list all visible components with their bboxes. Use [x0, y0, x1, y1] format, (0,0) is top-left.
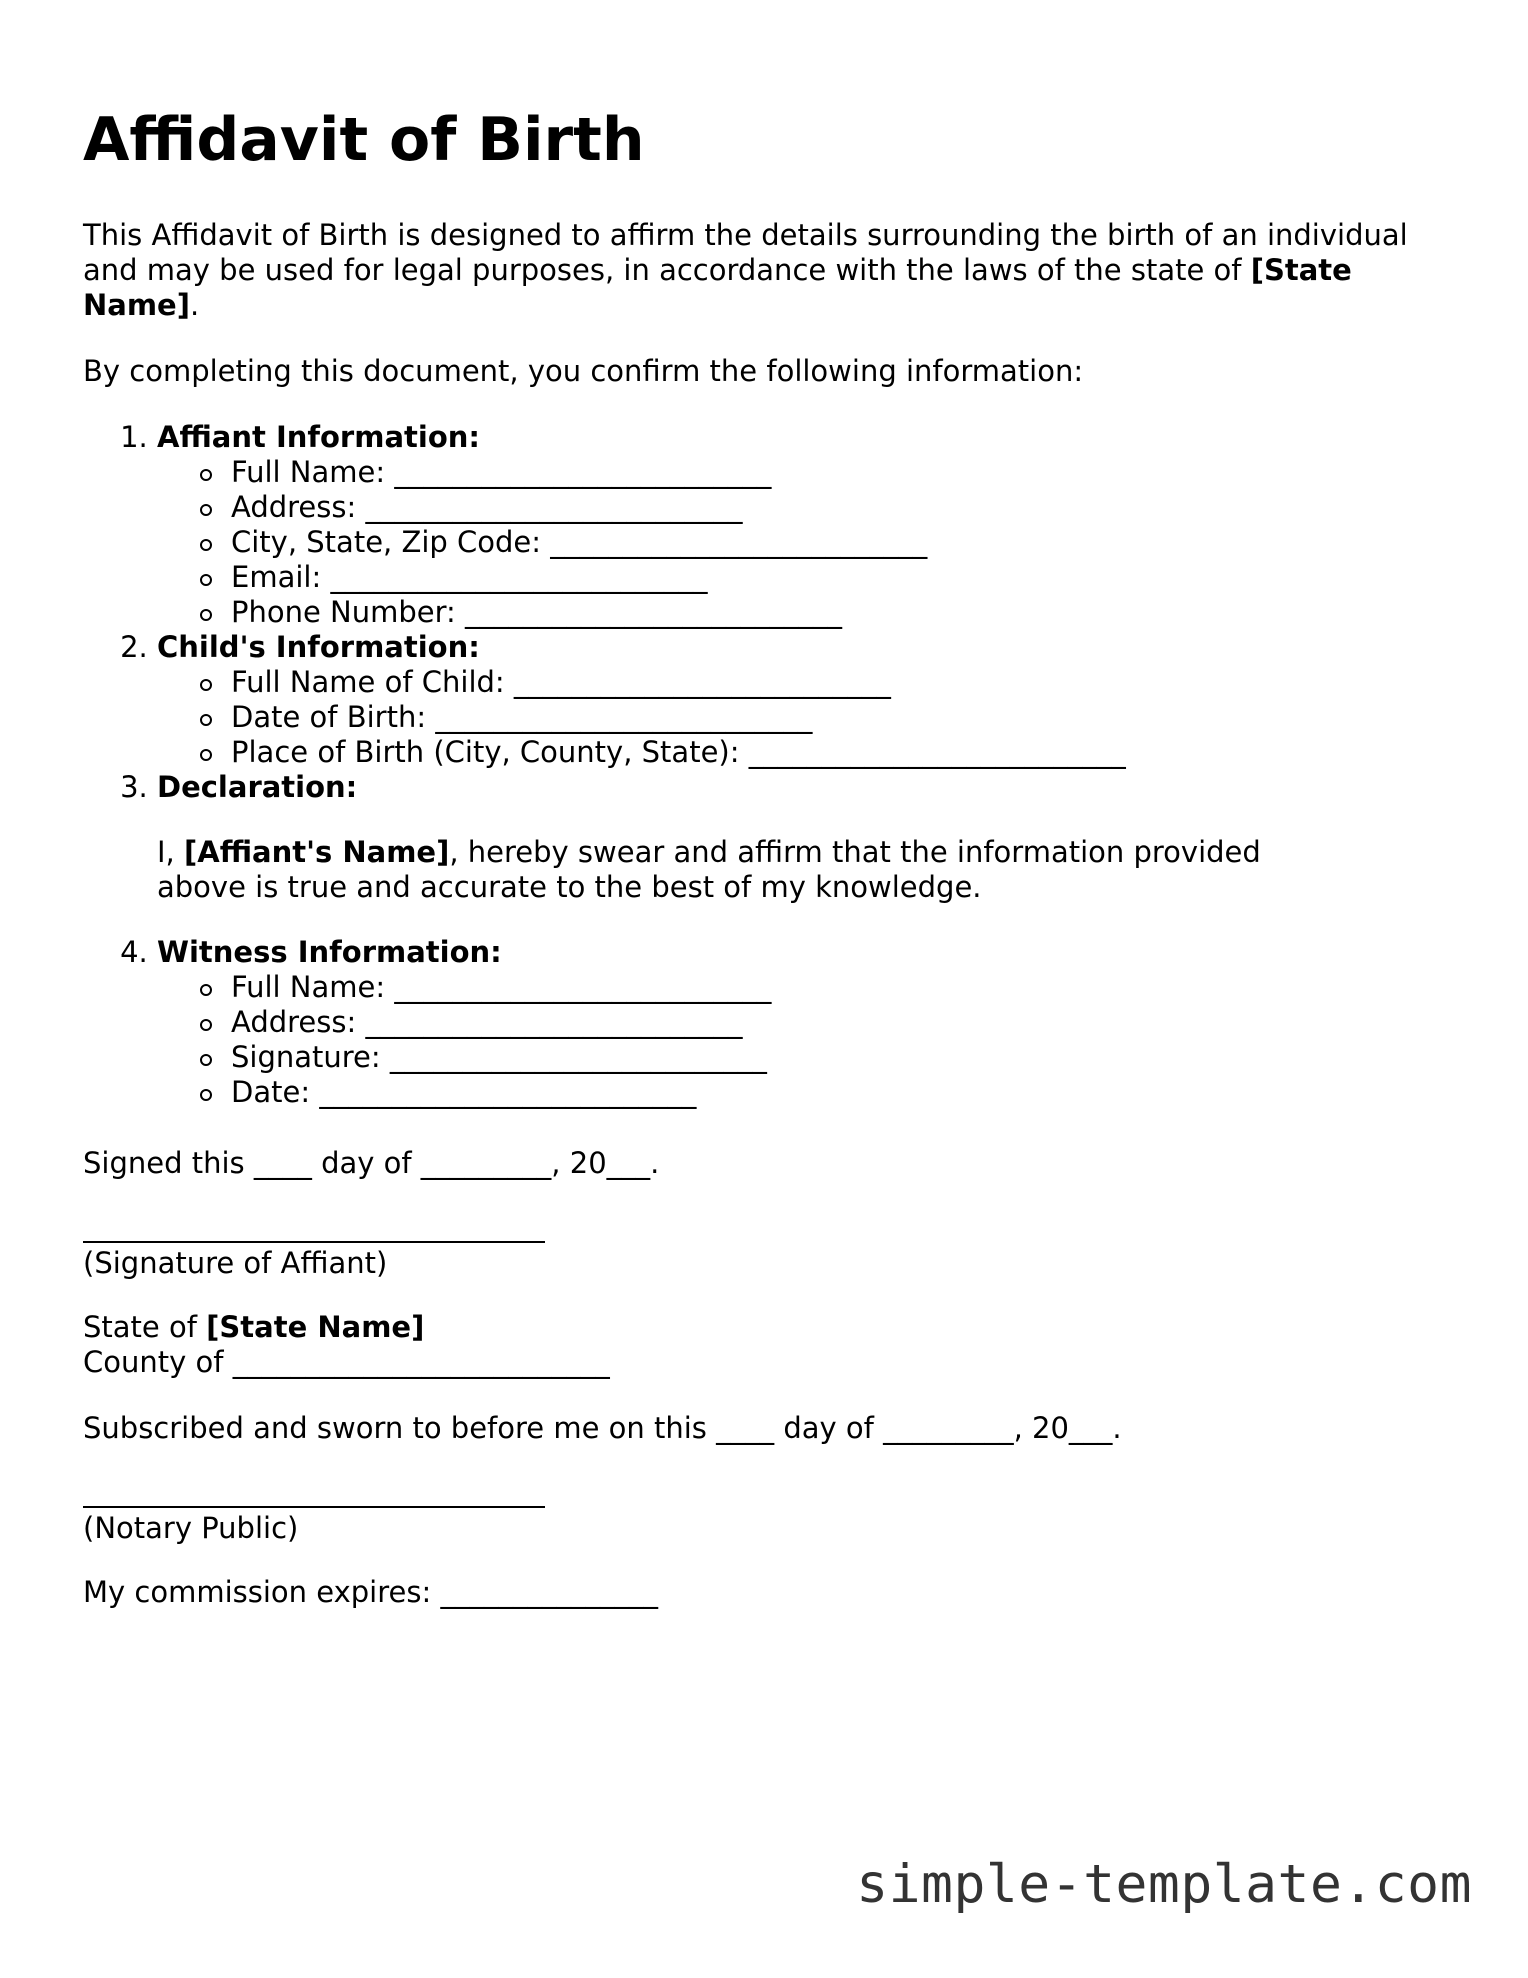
child-full-name-field[interactable]: Full Name of Child: __________________________ — [231, 665, 1443, 700]
state-line: State of [State Name] — [83, 1310, 425, 1344]
witness-full-name-field[interactable]: Full Name: __________________________ — [231, 970, 1443, 1005]
declaration-text: I, [Affiant's Name], hereby swear and affirm that the information provided above is true and accurate to the best of my knowledge. — [157, 835, 1261, 904]
affiant-signature-caption: (Signature of Affiant) — [83, 1246, 388, 1280]
section-title: Witness Information: — [157, 935, 502, 969]
affiant-address-field[interactable]: Address: __________________________ — [231, 490, 1443, 525]
intro-text: This Affidavit of Birth is designed to affirm the details surrounding the birth of an individual and may be used for legal purposes, in accordance with the laws of the state of — [83, 218, 1408, 287]
child-fields — [157, 665, 1443, 770]
blank-line: __________________________ — [513, 665, 891, 699]
section-witness-information — [157, 935, 1443, 1110]
affiant-signature-line[interactable] — [83, 1241, 545, 1243]
blank-line: __________________________ — [394, 455, 772, 489]
child-place-of-birth-field[interactable]: Place of Birth (City, County, State): __________________________ — [231, 735, 1443, 770]
site-watermark: simple-template.com — [856, 1854, 1472, 1915]
affiant-full-name-field[interactable]: Full Name: __________________________ — [231, 455, 1443, 490]
blank-line: __________________________ — [330, 560, 708, 594]
section-title: Child's Information: — [157, 630, 480, 664]
section-title: Declaration: — [157, 770, 358, 804]
section-declaration — [157, 770, 1443, 905]
blank-line: __________________________ — [365, 1005, 743, 1039]
commission-expiry-line[interactable]: My commission expires: _______________ — [83, 1575, 658, 1609]
affiant-phone-field[interactable]: Phone Number: __________________________ — [231, 595, 1443, 630]
witness-fields — [157, 970, 1443, 1110]
section-child-information — [157, 630, 1443, 770]
blank-line: __________________________ — [394, 970, 772, 1004]
affiant-city-state-zip-field[interactable]: City, State, Zip Code: __________________________ — [231, 525, 1443, 560]
blank-line: _______________ — [440, 1575, 658, 1609]
blank-line: __________________________ — [319, 1075, 697, 1109]
sections-list — [83, 420, 1443, 1110]
state-county-block — [83, 1310, 610, 1380]
blank-line: __________________________ — [389, 1040, 767, 1074]
notary-caption: (Notary Public) — [83, 1511, 299, 1545]
section-title: Affiant Information: — [157, 420, 480, 454]
document-title: Affidavit of Birth — [83, 105, 645, 175]
affiant-fields — [157, 455, 1443, 630]
section-affiant-information — [157, 420, 1443, 630]
state-name-placeholder: [State Name] — [206, 1310, 425, 1344]
affiant-name-placeholder: [Affiant's Name] — [184, 835, 450, 869]
witness-signature-field[interactable]: Signature: __________________________ — [231, 1040, 1443, 1075]
intro-paragraph — [83, 218, 1443, 323]
confirm-text: By completing this document, you confirm the following information: — [83, 354, 1084, 388]
blank-line: __________________________ — [748, 735, 1126, 769]
intro-end: . — [189, 288, 200, 322]
signed-date-line[interactable]: Signed this ____ day of _________, 20___. — [83, 1146, 660, 1180]
blank-line: __________________________ — [435, 700, 813, 734]
blank-line: __________________________ — [365, 490, 743, 524]
sworn-line[interactable]: Subscribed and sworn to before me on this ____ day of _________, 20___. — [83, 1411, 1122, 1445]
blank-line: __________________________ — [232, 1345, 610, 1379]
county-line[interactable]: County of __________________________ — [83, 1345, 610, 1379]
affiant-email-field[interactable]: Email: __________________________ — [231, 560, 1443, 595]
witness-date-field[interactable]: Date: __________________________ — [231, 1075, 1443, 1110]
state-name-placeholder: [State Name] — [83, 253, 1352, 322]
notary-signature-line[interactable] — [83, 1506, 545, 1508]
child-date-of-birth-field[interactable]: Date of Birth: __________________________ — [231, 700, 1443, 735]
blank-line: __________________________ — [465, 595, 843, 629]
witness-address-field[interactable]: Address: __________________________ — [231, 1005, 1443, 1040]
blank-line: __________________________ — [550, 525, 928, 559]
